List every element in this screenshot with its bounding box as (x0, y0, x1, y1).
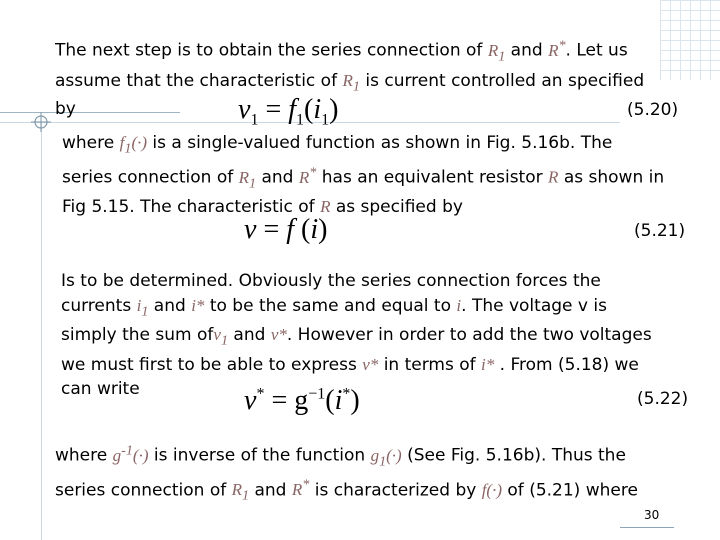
text: and (249, 480, 292, 501)
equation-number-5-20: (5.20) (627, 100, 679, 120)
text: and (148, 295, 192, 316)
crosshair-icon (31, 112, 51, 132)
equation-number-5-21: (5.21) (634, 221, 686, 241)
decorative-vertical-rule (41, 122, 42, 540)
text: simply the sum of (61, 325, 214, 346)
symbol-i1: $i_1$ (136, 295, 149, 319)
equation-number-5-22: (5.22) (637, 389, 689, 409)
symbol-r1: $R_1$ (238, 167, 257, 191)
symbol-g-inverse: $g^{-1}(\cdot)$ (112, 442, 149, 465)
text: in terms of (378, 355, 482, 376)
symbol-r-star: R* (298, 163, 317, 187)
page-number-rule (620, 527, 674, 528)
symbol-r-star: R* (548, 37, 566, 60)
text: Fig 5.15. The characteristic of (62, 197, 321, 218)
symbol-f: f(·) (481, 480, 502, 500)
text: series connection of (55, 480, 232, 501)
symbol-r1: $R_1$ (487, 40, 506, 65)
symbol-g1: $g_1(\cdot)$ (370, 445, 402, 470)
equation-5-21: v = f (i) (244, 214, 328, 245)
text: is inverse of the function (148, 445, 371, 466)
symbol-r: R (320, 197, 331, 217)
symbol-v1: $v_1$ (213, 325, 229, 349)
text: and (505, 40, 549, 61)
text: as specified by (330, 197, 463, 218)
text: to be the same and equal to (204, 295, 457, 316)
paragraph-to-be-determined (61, 270, 652, 401)
text: series connection of (62, 167, 239, 188)
text: and (256, 167, 299, 188)
text: assume that the characteristic of (55, 70, 343, 91)
paragraph-intro (55, 34, 644, 122)
symbol-r: R (548, 167, 559, 187)
symbol-r1: $R_1$ (342, 70, 360, 94)
text: can write (61, 378, 140, 399)
text: has an equivalent resistor (316, 167, 549, 188)
text: . The voltage v is (461, 295, 607, 316)
symbol-r-star: R* (291, 476, 310, 500)
symbol-v-star: v* (270, 325, 287, 345)
page-number: 30 (644, 508, 660, 522)
text: as shown in (558, 167, 665, 188)
text: currents (61, 295, 137, 316)
symbol-v-star: v* (362, 355, 379, 375)
text: by (55, 99, 76, 120)
text: Is to be determined. Obviously the series connection forces the (61, 271, 601, 291)
text: and (228, 325, 271, 346)
text: where (55, 445, 113, 466)
text: of (5.21) where (502, 480, 638, 501)
text: (See Fig. 5.16b). Thus the (401, 445, 626, 466)
text: is a single-valued function as shown in Fig. 5.16b. The (147, 133, 613, 153)
text: is characterized by (309, 480, 482, 501)
text: we must first to be able to express (61, 355, 363, 376)
equation-5-22: $v^* = g^{-1}(i^*)$ (244, 385, 360, 416)
text: is current controlled an specified (359, 70, 645, 91)
symbol-i-star: i* (191, 295, 205, 315)
paragraph-where-g-inverse (55, 439, 638, 508)
symbol-i-star: i* (481, 355, 495, 375)
text: . From (5.18) we (494, 355, 639, 376)
symbol-r1: $R_1$ (231, 480, 250, 504)
paragraph-where-f1 (62, 131, 664, 220)
decorative-grid (660, 0, 720, 80)
text: where (62, 133, 120, 153)
equation-5-20: $v_1 = f_1(i_1)$ (238, 94, 339, 129)
symbol-f1: $f_1(\cdot)$ (119, 133, 148, 157)
text: . However in order to add the two voltages (286, 325, 652, 346)
text: The next step is to obtain the series connection of (55, 40, 488, 61)
text: . Let us (565, 40, 628, 61)
symbol-i: i (456, 295, 462, 315)
